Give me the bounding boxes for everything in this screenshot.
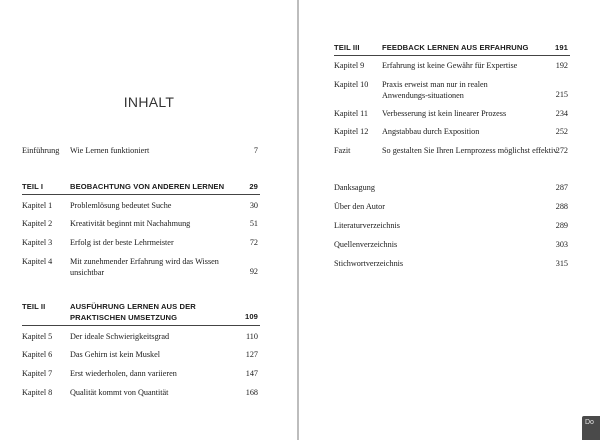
toc-text: Das Gehirn ist kein Muskel bbox=[70, 350, 161, 359]
toc-text: Erfolg ist der beste Lehrmeister bbox=[70, 238, 174, 247]
toc-part-title: BEOBACHTUNG VON ANDEREN LERNEN bbox=[70, 182, 225, 191]
toc-page-number: 215 bbox=[555, 90, 568, 99]
toc-label: Einführung bbox=[22, 146, 60, 155]
toc-part-label: TEIL I bbox=[22, 182, 44, 191]
toc-text: Kreativität beginnt mit Nachahmung bbox=[70, 219, 191, 228]
toc-page-number: 29 bbox=[249, 182, 258, 191]
toc-text: Qualität kommt von Quantität bbox=[70, 388, 169, 397]
part-divider bbox=[334, 55, 570, 56]
toc-page-number: 127 bbox=[245, 350, 258, 359]
toc-page-number: 303 bbox=[555, 240, 568, 249]
toc-page-number: 30 bbox=[249, 201, 258, 210]
toc-text: Über den Autor bbox=[334, 202, 385, 211]
toc-text: Der ideale Schwierigkeitsgrad bbox=[70, 332, 170, 341]
toc-label: Kapitel 7 bbox=[22, 369, 53, 378]
toc-page-number: 287 bbox=[555, 183, 568, 192]
toc-page-number: 234 bbox=[555, 109, 568, 118]
toc-text: Erst wiederholen, dann variieren bbox=[70, 369, 177, 378]
toc-page-number: 110 bbox=[246, 332, 258, 341]
toc-page-number: 192 bbox=[555, 61, 568, 70]
toc-page-number: 109 bbox=[245, 312, 258, 321]
part-divider bbox=[22, 194, 260, 195]
toc-page-number: 289 bbox=[555, 221, 568, 230]
toc-text: Angstabbau durch Exposition bbox=[382, 127, 480, 136]
toc-text: Erfahrung ist keine Gewähr für Expertise bbox=[382, 61, 518, 70]
toc-text: Wie Lernen funktioniert bbox=[70, 146, 150, 155]
toc-title: INHALT bbox=[123, 94, 175, 110]
toc-text: Danksagung bbox=[334, 183, 375, 192]
toc-page-number: 7 bbox=[253, 146, 258, 155]
toc-page-number: 272 bbox=[555, 146, 568, 155]
download-button[interactable]: Do bbox=[582, 416, 600, 440]
toc-part-title: FEEDBACK LERNEN AUS ERFAHRUNG bbox=[382, 43, 529, 52]
toc-text: Praxis erweist man nur in realen Anwendungs-situationen bbox=[382, 80, 488, 100]
toc-text: Stichwortverzeichnis bbox=[334, 259, 404, 268]
toc-text: So gestalten Sie Ihren Lernprozess möglichst effektiv bbox=[382, 146, 558, 155]
toc-page-number: 147 bbox=[245, 369, 258, 378]
part-divider bbox=[22, 325, 260, 326]
toc-part-title: AUSFÜHRUNG LERNEN AUS DER PRAKTISCHEN UMSETZUNG bbox=[70, 302, 196, 322]
toc-label: Kapitel 3 bbox=[22, 238, 53, 247]
toc-label: Kapitel 8 bbox=[22, 388, 53, 397]
toc-label: Kapitel 6 bbox=[22, 350, 53, 359]
toc-part-label: TEIL III bbox=[334, 43, 360, 52]
toc-page-number: 92 bbox=[249, 267, 258, 276]
toc-label: Kapitel 9 bbox=[334, 61, 365, 70]
toc-page-number: 72 bbox=[249, 238, 258, 247]
toc-label: Kapitel 1 bbox=[22, 201, 53, 210]
toc-label: Kapitel 4 bbox=[22, 257, 53, 266]
toc-label: Fazit bbox=[334, 146, 351, 155]
toc-page-number: 315 bbox=[555, 259, 568, 268]
toc-part-label: TEIL II bbox=[22, 302, 46, 311]
toc-text: Problemlösung bedeutet Suche bbox=[70, 201, 172, 210]
toc-label: Kapitel 2 bbox=[22, 219, 53, 228]
toc-text: Mit zunehmender Erfahrung wird das Wissen unsichtbar bbox=[70, 257, 219, 277]
toc-text: Literaturverzeichnis bbox=[334, 221, 400, 230]
toc-label: Kapitel 12 bbox=[334, 127, 369, 136]
toc-text: Quellenverzeichnis bbox=[334, 240, 398, 249]
toc-page-number: 168 bbox=[245, 388, 258, 397]
toc-text: Verbesserung ist kein linearer Prozess bbox=[382, 109, 507, 118]
toc-label: Kapitel 5 bbox=[22, 332, 53, 341]
toc-page-number: 252 bbox=[555, 127, 568, 136]
toc-label: Kapitel 11 bbox=[334, 109, 369, 118]
toc-label: Kapitel 10 bbox=[334, 80, 369, 89]
toc-page-number: 288 bbox=[555, 202, 568, 211]
toc-page-number: 191 bbox=[555, 43, 568, 52]
toc-page-number: 51 bbox=[249, 219, 258, 228]
